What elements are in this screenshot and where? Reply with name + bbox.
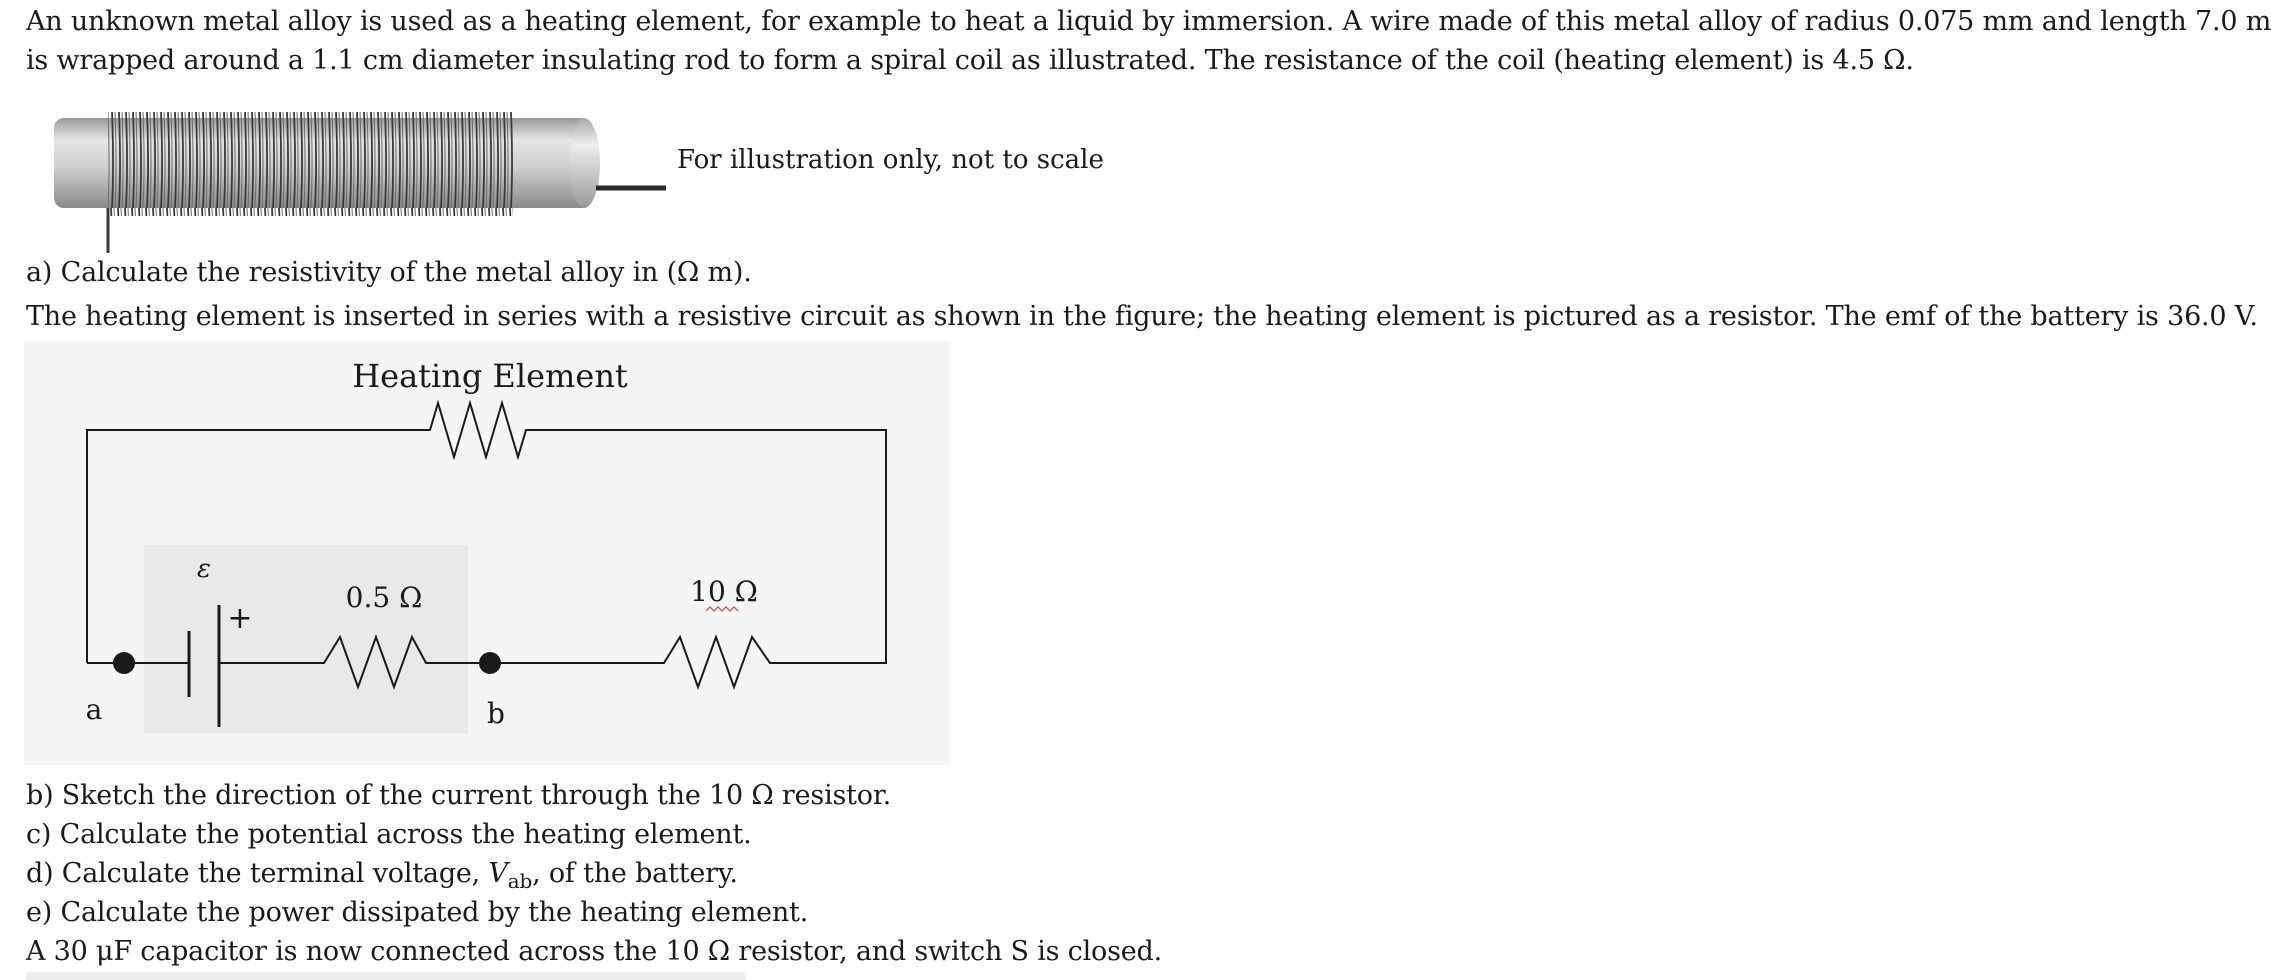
node-a-label: a (85, 693, 103, 726)
emf-label: ε (197, 554, 211, 584)
next-figure-edge (26, 972, 746, 980)
part-b: b) Sketch the direction of the current through the 10 Ω resistor. (26, 780, 891, 811)
part-d: d) Calculate the terminal voltage, $V_{ab}$, of the battery. (26, 858, 738, 893)
part-a: a) Calculate the resistivity of the metal alloy in (Ω m). (26, 257, 752, 288)
capacitor-line: A 30 μF capacitor is now connected across the 10 Ω resistor, and switch S is closed. (26, 936, 1162, 967)
part-c: c) Calculate the potential across the heating element. (26, 819, 752, 850)
node-b-dot (479, 652, 501, 674)
intro-line-1: An unknown metal alloy is used as a heating element, for example to heat a liquid by immersion. A wire made of this metal alloy of radius 0.075 mm and length 7.0 m (26, 6, 2271, 37)
plus-label: + (227, 601, 253, 636)
circuit-intro: The heating element is inserted in series with a resistive circuit as shown in the figure; the heating element is pictured as a resistor. The emf of the battery is 36.0 V. (26, 301, 2258, 332)
intro-line-2: is wrapped around a 1.1 cm diameter insulating rod to form a spiral coil as illustrated. The resistance of the coil (heating element) is 4.5 Ω. (26, 45, 1914, 76)
figure-caption: For illustration only, not to scale (677, 145, 1104, 175)
heating-element-label: Heating Element (352, 357, 628, 395)
node-a-dot (113, 652, 135, 674)
node-b-label: b (487, 697, 505, 730)
part-e: e) Calculate the power dissipated by the heating element. (26, 897, 809, 928)
ten-ohm-label: 10 Ω (690, 575, 758, 608)
wire-coil (108, 112, 513, 216)
coil-illustration (40, 88, 680, 258)
internal-resistance-label: 0.5 Ω (345, 581, 423, 614)
battery-box (144, 545, 468, 733)
circuit-diagram (24, 341, 950, 765)
